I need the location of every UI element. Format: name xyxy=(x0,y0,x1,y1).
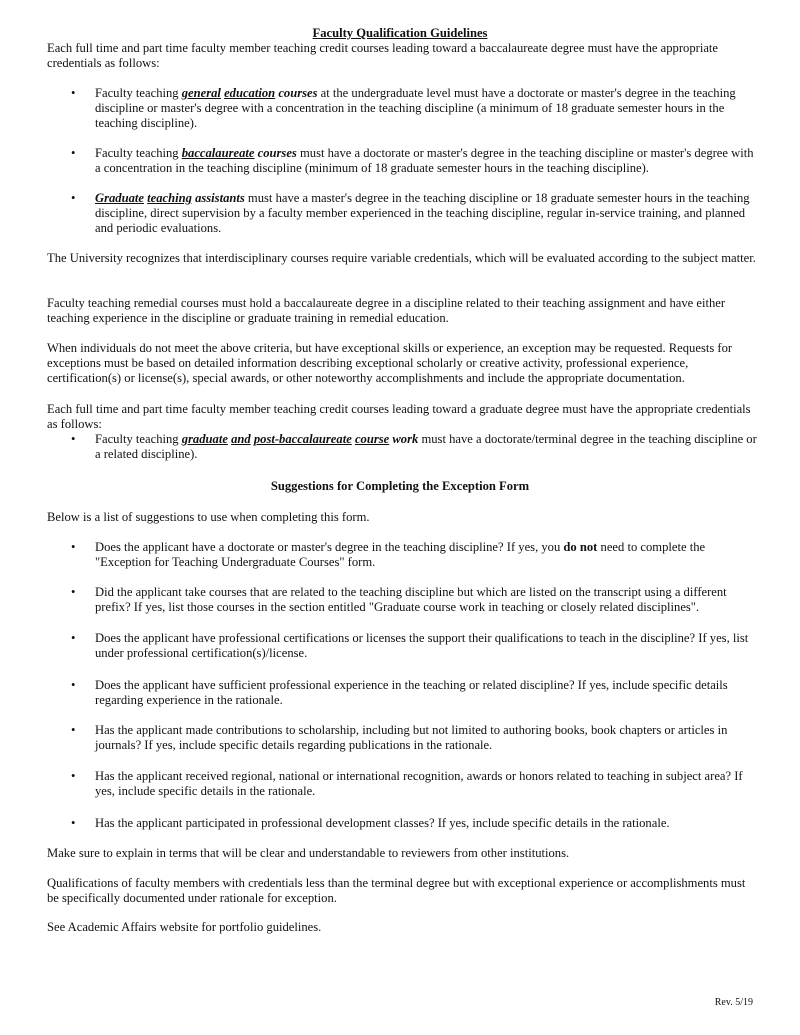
text: Faculty teaching xyxy=(95,86,182,100)
bullet-graduate-coursework xyxy=(95,432,759,462)
emphasis: do not xyxy=(563,540,598,554)
suggestion-item: • Does the applicant have professional certifications or licenses the support their qualifications to teach in the discipline? If yes, list under professional certification(s)/license. xyxy=(95,631,759,661)
emphasis: graduate xyxy=(181,432,228,446)
paragraph-explain: Make sure to explain in terms that will be clear and understandable to reviewers from other institutions. xyxy=(47,846,570,860)
emphasis: courses xyxy=(278,86,318,100)
page-title: Faculty Qualification Guidelines xyxy=(312,26,488,40)
text: at the undergraduate level must have a doctorate or master's degree in the teaching discipline or master's degree with a concentration in the teaching discipline (a minimum of 18 graduate semester hours in the teaching discipline). xyxy=(95,86,736,130)
paragraph-interdisciplinary: The University recognizes that interdisciplinary courses require variable credentials, which will be evaluated according to the subject matter. xyxy=(47,251,756,265)
emphasis: work xyxy=(392,432,419,446)
text: Faculty teaching xyxy=(95,146,182,160)
text: Faculty teaching xyxy=(95,432,182,446)
text: need to complete the "Exception for Teaching Undergraduate Courses" form. xyxy=(95,540,706,569)
emphasis: Graduate xyxy=(95,191,144,205)
emphasis: post-baccalaureate xyxy=(253,432,352,446)
bullet-graduate-assistants xyxy=(95,191,759,236)
emphasis: baccalaureate xyxy=(181,146,255,160)
text: must have a doctorate/terminal degree in the teaching discipline or a related discipline). xyxy=(95,432,757,461)
emphasis: course xyxy=(354,432,390,446)
text: Does the applicant have a doctorate or master's degree in the teaching discipline? If yes, you xyxy=(95,540,564,554)
text: must have a master's degree in the teaching discipline or 18 graduate semester hours in the teaching discipline, direct supervision by a faculty member experienced in the teaching discipline, regular in-service training, and planned and periodic evaluations. xyxy=(95,191,750,235)
paragraph-graduate: Each full time and part time faculty member teaching credit courses leading toward a graduate degree must have the appropriate credentials as follows: xyxy=(47,402,751,431)
paragraph-remedial: Faculty teaching remedial courses must hold a baccalaureate degree in a discipline related to their teaching assignment and have either teaching experience in the discipline or graduate training in remedial education. xyxy=(47,296,726,325)
emphasis: general xyxy=(181,86,221,100)
paragraph-exceptions: When individuals do not meet the above criteria, but have exceptional skills or experience, an exception may be requested. Requests for exceptions must be based on detailed information describing exceptional scholarly or creative activity, professional experience, certification(s) or license(s), special awards, or other noteworthy accomplishments and include the appropriate documentation. xyxy=(47,341,733,385)
paragraph-qualifications: Qualifications of faculty members with credentials less than the terminal degree but with exceptional experience or accomplishments must be specifically documented under rationale for exception. xyxy=(47,876,746,905)
suggestion-item xyxy=(95,540,759,570)
emphasis: teaching xyxy=(147,191,192,205)
emphasis: courses xyxy=(257,146,297,160)
suggestion-item: • Does the applicant have sufficient professional experience in the teaching or related discipline? If yes, include specific details regarding experience in the rationale. xyxy=(95,678,759,708)
section-heading: Suggestions for Completing the Exception Form xyxy=(270,479,530,493)
emphasis: education xyxy=(224,86,276,100)
text: must have a doctorate or master's degree in the teaching discipline or master's degree with a concentration in the teaching discipline (minimum of 18 graduate semester hours in the teaching discipline). xyxy=(95,146,754,175)
suggestion-item: • Has the applicant made contributions to scholarship, including but not limited to authoring books, book chapters or articles in journals? If yes, include specific details regarding publications in the rationale. xyxy=(95,723,759,753)
bullet-general-education xyxy=(95,86,759,131)
suggestion-item: • Has the applicant participated in professional development classes? If yes, include specific details in the rationale. xyxy=(95,816,759,831)
suggestion-item: • Has the applicant received regional, national or international recognition, awards or honors related to teaching in subject area? If yes, include specific details in the rationale. xyxy=(95,769,759,799)
paragraph-see-website: See Academic Affairs website for portfolio guidelines. xyxy=(47,920,322,934)
emphasis: assistants xyxy=(195,191,245,205)
revision-label: Rev. 5/19 xyxy=(714,997,753,1008)
bullet-baccalaureate xyxy=(95,146,759,176)
intro-paragraph: Each full time and part time faculty member teaching credit courses leading toward a baccalaureate degree must have the appropriate credentials as follows: xyxy=(47,41,719,70)
suggestions-intro: Below is a list of suggestions to use when completing this form. xyxy=(47,510,370,524)
emphasis: and xyxy=(231,432,251,446)
suggestion-item: • Did the applicant take courses that are related to the teaching discipline but which are listed on the transcript using a different prefix? If yes, list those courses in the section entitled "Graduate course work in teaching or closely related disciplines". xyxy=(95,585,759,615)
